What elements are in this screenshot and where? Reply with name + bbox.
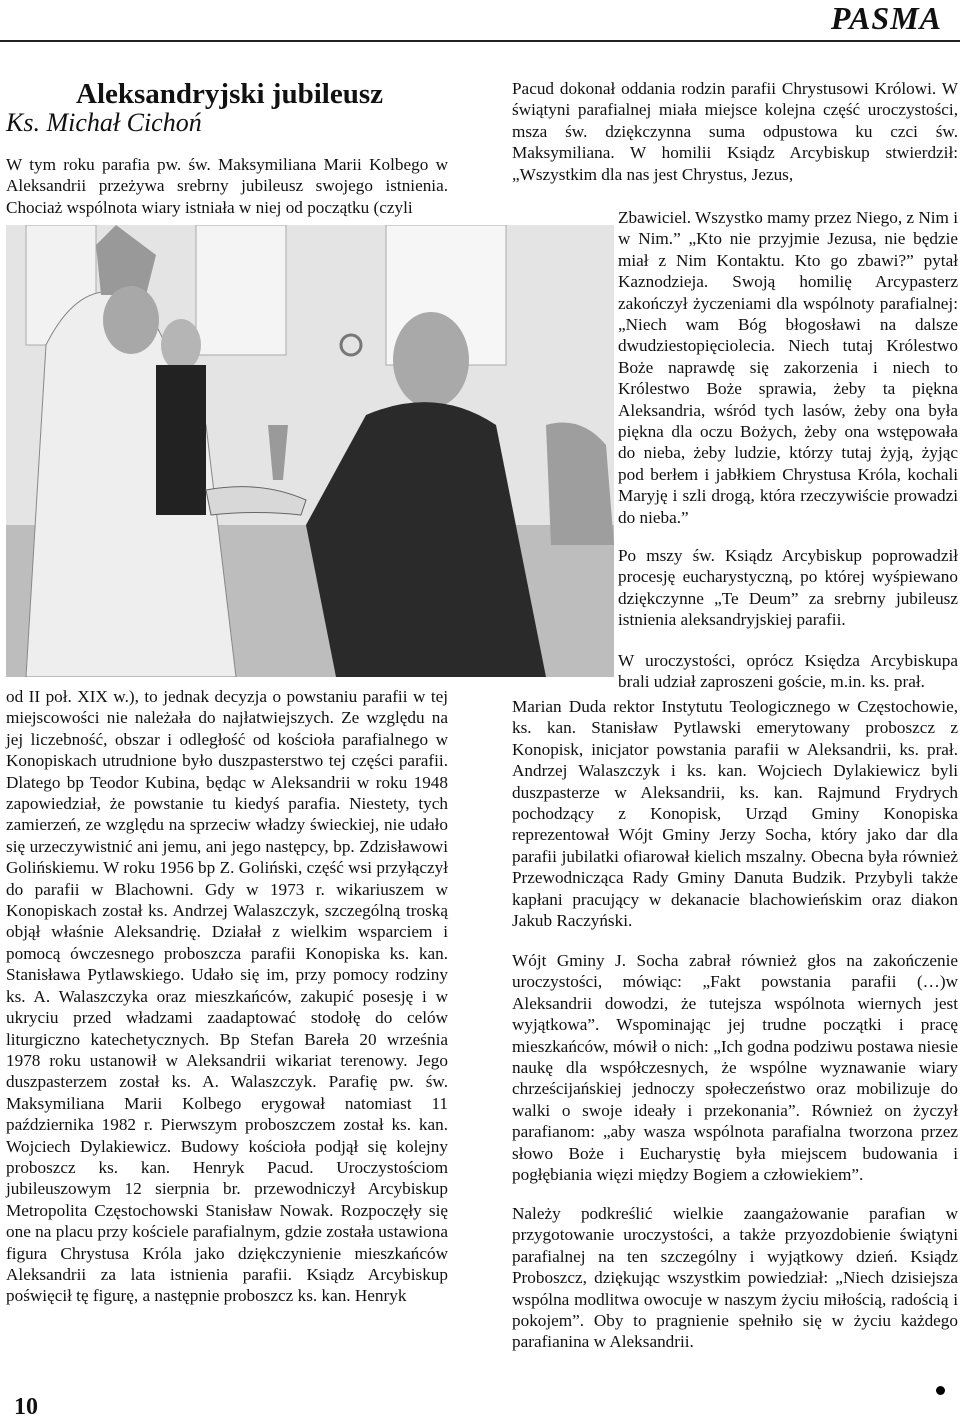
right-wrap-paragraph-2: Po mszy św. Ksiądz Arcybiskup poprowadził procesję eucharystyczną, po której wyśpiewano dziękczynne „Te Deum” za srebrny jubileusz istnienia aleksandryjskiej parafii. <box>618 546 958 630</box>
left-body-paragraph: od II poł. XIX w.), to jednak decyzja o powstaniu parafii w tej miejscowości nie należała do najłatwiejszych. Ze względu na jej liczebność, obszar i odległość od kościoła parafialnego w Konopiskach utrudnione było duszpasterstwo tej części parafii. Dlatego bp Teodor Kubina, będąc w Aleksandrii w roku 1948 zapowiedział, że powstanie tu kiedyś parafia. Niestety, tych zamierzeń, ze względu na sprzeciw władzy świeckiej, nie udało się urzeczywistnić ani jemu, ani jego następcy, bp. Zdzisławowi Golińskiemu. W roku 1956 bp Z. Goliński, część wsi przyłączył do parafii w Blachowni. Gdy w 1973 r. wikariuszem w Konopiskach został ks. Andrzej Walaszczyk, szczególną troską objął właśnie Aleksandrię. Działał z wielkim wsparciem i pomocą ówczesnego proboszcza parafii Konopiska ks. kan. Stanisława Pytlawskiego. Udało się im, przy pomocy rodziny ks. A. Walaszczyka oraz mieszkańców, zakupić posesję i w ukryciu przed władzami zaadaptować stodołę do celów liturgiczno katechetycznych. Bp Stefan Bareła 20 września 1978 roku ustanowił w Aleksandrii wikariat terenowy. Jego duszpasterzem został ks. A. Walaszczyk. Parafię pw. św. Maksymiliana Marii Kolbego erygował natomiast 11 października 1982 r. Pierwszym proboszczem został ks. kan. Wojciech Dylakiewicz. Budowy kościoła podjął się kolejny proboszcz ks. kan. Henryk Pacud. Uroczystościom jubileuszowym 12 sierpnia br. przewodniczył Arcybiskup Metropolita Częstochowski Stanisław Nowak. Rozpoczęły się one na placu przy kościele parafialnym, gdzie została ustawiona figura Chrystusa Króla jako dziękczynienie mieszkańców Aleksandrii za lata istnienia parafii. Ksiądz Arcybiskup poświęcił tę figurę, a następnie proboszcz ks. kan. Henryk <box>6 687 448 1306</box>
article-author: Ks. Michał Cichoń <box>6 108 202 137</box>
section-title: PASMA <box>830 0 942 36</box>
right-wrap-paragraph: Zbawiciel. Wszystko mamy przez Niego, z Nim i w Nim.” „Kto nie przyjmie Jezusa, nie będzie miał z Nim Kontaktu. Kto go zbawi?” pytał Kaznodzieja. Swoją homilię Arcypasterz zakończył życzeniami dla wspólnoty parafialnej: „Niech wam Bóg błogosławi na dalsze dwudziestopięciolecia. Niech tutaj Królestwo Boże naprawdę się zakorzenia i niech to Królestwo Boże sprawia, żeby ta piękna Aleksandria, wśród tych lasów, żeby ona była piękna dla oczu Bożych, żeby ona wstępowała do nieba, żeby ludzie, którzy tutaj żyją, żyjąc pod berłem i jabłkiem Chrystusa Króla, kochali Maryję i szli drogą, która rzeczywiście prowadzi do nieba.” <box>618 208 958 527</box>
intro-paragraph: W tym roku parafia pw. św. Maksymiliana Marii Kolbego w Aleksandrii przeżywa srebrny jubileusz swojego istnienia. Chociaż wspólnota wiary istniała w niej od początku (czyli <box>6 155 448 217</box>
article-photo <box>6 225 614 677</box>
right-top-paragraph: Pacud dokonał oddania rodzin parafii Chrystusowi Królowi. W świątyni parafialnej miała miejsce kolejna część uroczystości, msza św. dziękczynna suma odpustowa ku czci św. Maksymiliana. W homilii Ksiądz Arcybiskup stwierdził: „Wszystkim dla nas jest Chrystus, Jezus, <box>512 79 958 184</box>
article-title: Aleksandryjski jubileusz <box>76 78 383 110</box>
page-number: 10 <box>14 1394 38 1420</box>
right-body-paragraph: Marian Duda rektor Instytutu Teologicznego w Częstochowie, ks. kan. Stanisław Pytlawski emerytowany proboszcz z Konopisk, inicjator powstania parafii w Aleksandrii, ks. prał. Andrzej Walaszczyk i ks. kan. Wojciech Dylakiewicz byli duszpasterze w Aleksandrii, ks. kan. Rajmund Frydrych pochodzący z Konopisk, Urząd Gminy Konopiska reprezentował Wójt Gminy Jerzy Socha, który jako dar dla parafii jubilatki ofiarował kielich mszalny. Obecna była również Przewodnicząca Rady Gminy Danuta Budzik. Przybyli także kapłani pracujący w dekanacie blachowieńskim oraz diakon Jakub Raczyński. <box>512 697 958 931</box>
right-wrap-paragraph-3: W uroczystości, oprócz Księdza Arcybiskupa brali udział zaproszeni goście, m.in. ks. prał. <box>618 651 958 692</box>
end-of-article-bullet-icon <box>936 1386 945 1395</box>
right-body-paragraph-2: Wójt Gminy J. Socha zabrał również głos na zakończenie uroczystości, mówiąc: „Fakt powstania parafii (…)w Aleksandrii dowodzi, że tutejsza wspólnota wiernych jest wyjątkowa”. Wspominając jej trudne początki i pracę mieszkańców, mówił o nich: „Ich godna podziwu postawa niesie naukę dla współczesnych, że wspólne wyznawanie wiary chrześcijańskiej jednoczy społeczeństwo oraz mobilizuje do walki o swoje ideały i przekonania”. Również on życzył parafianom: „aby wasza wspólnota parafialna tworzona przez słowo Boże i Eucharystię była miejscem budowania i pogłębiania więzi między Bogiem a człowiekiem”. <box>512 951 958 1185</box>
right-body-paragraph-3: Należy podkreślić wielkie zaangażowanie parafian w przygotowanie uroczystości, a także przyozdobienie świątyni parafialnej na ten szczególny i wyjątkowy dzień. Ksiądz Proboszcz, dziękując wszystkim powiedział: „Niech dzisiejsza wspólna modlitwa owocuje w naszym życiu miłością, radością i pokojem”. Oby to pragnienie spełniło się w życiu każdego parafianina w Aleksandrii. <box>512 1204 958 1352</box>
header-rule <box>0 40 960 42</box>
